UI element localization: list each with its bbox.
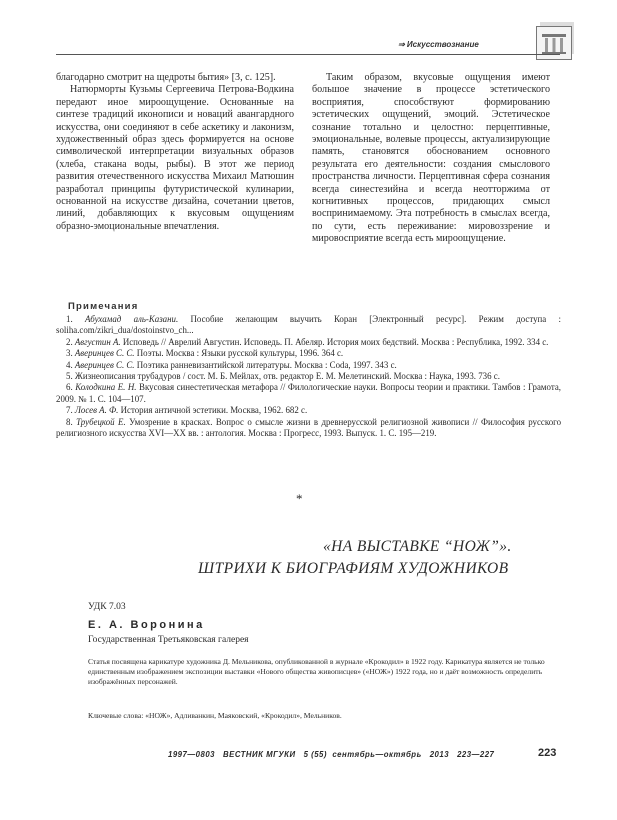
note-number: 6. — [66, 382, 73, 393]
note-item — [56, 337, 561, 348]
notes-list — [56, 314, 561, 439]
note-number: 7. — [66, 405, 73, 416]
article-abstract: Статья посвящена карикатуре художника Д. Мельникова, опубликованной в журнале «Крокодил» в 1922 году. Карикатура является не только единственным изображением экспозиции выставки «Нового общества живописцев» («НОЖ») 1922 года, но и даёт возможность определить изображённых персонажей. — [88, 657, 545, 687]
footer-pages: 223—227 — [457, 750, 495, 759]
note-number: 8. — [66, 416, 73, 427]
footer-issn: 1997—0803 — [168, 750, 215, 759]
note-item — [56, 382, 561, 405]
article-title-line-1: «НА ВЫСТАВКЕ “НОЖ”». — [323, 538, 512, 555]
footer-year: 2013 — [429, 750, 450, 759]
note-author: Трубецкой Е. — [76, 416, 126, 427]
note-author: Лосев А. Ф. — [74, 405, 119, 416]
note-text: Исповедь // Аврелий Августин. Исповедь. П. Абеляр. История моих бедствий. Москва : Республика, 1992. 334 с. — [122, 336, 549, 347]
note-item — [56, 360, 561, 371]
article-title-line-2: ШТРИХИ К БИОГРАФИЯМ ХУДОЖНИКОВ — [198, 560, 509, 577]
paragraph: благодарно смотрит на щедроты бытия» [3, с. 125]. — [56, 72, 276, 83]
note-text: Поэтика ранневизантийской литературы. Москва : Coda, 1997. 343 с. — [136, 359, 397, 370]
notes-title: Примечания — [68, 301, 139, 312]
note-number: 1. — [66, 314, 73, 324]
paragraph: Таким образом, вкусовые ощущения имеют большое значение в процессе эстетического восприятия, способствуют формированию эстетических ощущений, эмоций. Эстетическое сознание тотально и целостно: перцептивные, эмоциональные, волевые процессы, актуализирующие память, становятся обоснованием основного результата его деятельности: создания смыслового пространства личности. Перцептивная сфера сознания всегда синестезийна и всегда неотторжима от когнитивных процессов, придающих смысл воспринимаемому. Эта потребность в смыслах всегда, по сути, есть переживание: мировоззрение и мировосприятие всегда есть мироощущение. — [312, 72, 550, 245]
paragraph: Натюрморты Кузьмы Сергеевича Петрова-Водкина передают иное мироощущение. Основанные на синтезе традиций иконописи и новаций авангардного искусства, они соединяют в себе аскетику и лаконизм, художественный образ здесь формируется на основе символической интерпретации визуальных образов (хлеба, стакана воды, рыбы). В этот же период развития отечественного искусства Михаил Матюшин разработал принципы футуристической кулинарии, основанной на искусстве дизайна, сочетании цветов, линий, добавляющих к вкусовым ощущениям образно-эмоциональные впечатления. — [56, 84, 294, 232]
journal-footer — [168, 750, 494, 759]
note-number: 3. — [66, 348, 73, 359]
note-item — [56, 314, 561, 337]
note-text: Вкусовая синестетическая метафора // Филологические науки. Вопросы теории и практики. Тамбов : Грамота, 2009. № 1. С. 104—107. — [56, 382, 562, 404]
note-author: Аверинцев С. С. — [74, 359, 135, 370]
header-divider — [56, 54, 560, 55]
right-column — [312, 72, 550, 246]
footer-period: сентябрь—октябрь — [332, 750, 422, 759]
note-text: Жизнеописания трубадуров / сост. М. Б. Мейлах, отв. редактор Е. М. Мелетинский. Москва : Наука, 1993. 736 с. — [74, 371, 500, 382]
note-author: Абухамад аль-Казани. — [84, 314, 179, 324]
note-item — [56, 348, 561, 359]
note-text: История античной эстетики. Москва, 1962. 682 с. — [120, 405, 308, 416]
article-keywords: Ключевые слова: «НОЖ», Адливанкин, Маяковский, «Крокодил», Мельников. — [88, 711, 342, 720]
note-item — [56, 371, 561, 382]
note-number: 5. — [66, 371, 73, 382]
note-number: 4. — [66, 359, 73, 370]
author-affiliation: Государственная Третьяковская галерея — [88, 635, 249, 645]
footer-issue: 5 (55) — [303, 750, 327, 759]
note-author: Аверинцев С. С. — [74, 348, 135, 359]
note-author: Колодкина Е. Н. — [75, 382, 137, 393]
section-separator: * — [296, 491, 303, 506]
note-number: 2. — [66, 336, 73, 347]
note-item — [56, 405, 561, 416]
note-text: Умозрение в красках. Вопрос о смысле жизни в древнерусской религиозной живописи // Философия русского религиозного искусства XVI—XX вв. : антология. Москва : Прогресс, 1993. Выпуск. 1. С. 195—219. — [56, 416, 562, 439]
article-author: Е. А. Воронина — [88, 619, 205, 631]
udk-code: УДК 7.03 — [88, 602, 126, 612]
note-author: Августин А. — [74, 336, 121, 347]
left-column — [56, 72, 294, 233]
page-number: 223 — [538, 747, 557, 759]
note-text: Поэты. Москва : Языки русской культуры, 1996. 364 с. — [136, 348, 344, 359]
footer-journal: ВЕСТНИК МГУКИ — [223, 750, 296, 759]
note-item — [56, 417, 561, 440]
note-text: Пособие желающим выучить Коран [Электронный ресурс]. Режим доступа : soliha.com/zikri_dua/dostoinstvo_ch... — [56, 314, 562, 336]
section-header: ⇒ Искусствознание — [398, 40, 479, 49]
